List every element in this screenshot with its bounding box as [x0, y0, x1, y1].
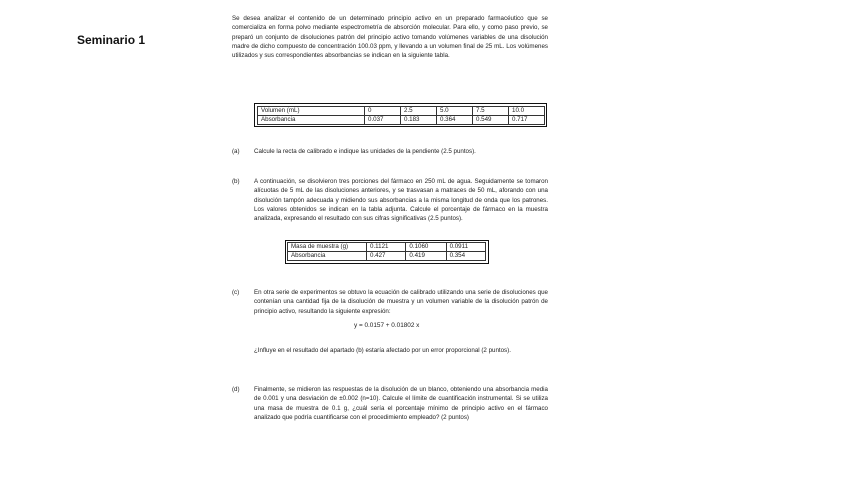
question-text: Finalmente, se midieron las respuestas de la disolución de un blanco, obteniendo una absorbancia media de 0.001 y una desviación de ±0.002 (n=10). Calcule el límite de cuantificación instrumental. Si se utiliza una masa de muestra de 0.1 g, ¿cuál sería el porcentaje mínimo de principio activo en el fármaco analizado que podría cuantificarse con el procedimiento empleado? (2 puntos) [254, 386, 548, 421]
table-cell: Absorbancia [258, 116, 365, 125]
table-cell: 0.0911 [446, 243, 485, 252]
intro-text: Se desea analizar el contenido de un determinado principio activo en un preparado farmacéutico que se comercializa en forma polvo mediante espectrometría de absorción molecular. Para ello, y como paso previo, se preparó un conjunto de disoluciones patrón del principio activo tomando volúmenes variables de una disolución madre de dicho compuesto de concentración 100.03 ppm, y llevando a un volumen final de 25 mL. Los volúmenes utilizados y sus correspondientes absorbancias se indican en la siguiente tabla. [232, 15, 548, 60]
table-cell: 2.5 [401, 107, 437, 116]
question-text: Calcule la recta de calibrado e indique las unidades de la pendiente (2.5 puntos). [254, 148, 476, 155]
table1-frame [254, 103, 547, 127]
table-cell: 0.183 [401, 116, 437, 125]
table-cell: Volumen (mL) [258, 107, 365, 116]
table-cell: 7.5 [473, 107, 509, 116]
question-label: (a) [232, 148, 240, 155]
table-cell: 0.1121 [367, 243, 406, 252]
table-cell: 0.419 [406, 252, 446, 261]
calibration-equation: y = 0.0157 + 0.01802 x [354, 322, 420, 329]
table-cell: 0.427 [367, 252, 406, 261]
table2-frame [285, 240, 489, 264]
table-cell: Absorbancia [288, 252, 367, 261]
table-cell: 0.364 [437, 116, 473, 125]
question-text: ¿Influye en el resultado del apartado (b) estaría afectado por un error proporcional (2 puntos). [254, 347, 511, 354]
question-text: A continuación, se disolvieron tres porciones del fármaco en 250 mL de agua. Seguidamente se tomaron alícuotas de 5 mL de las disoluciones anteriores, y se trasvasan a matraces de 50 mL, aforando con una disolución tampón adecuada y midiendo sus absorbancias a la misma longitud de onda que los patrones. Los valores obtenidos se indican en la tabla adjunta. Calcule el porcentaje de fármaco en la muestra analizada, expresando el resultado con sus cifras significativas (2.5 puntos). [254, 178, 548, 223]
question-label: (b) [232, 178, 240, 185]
table-cell: 10.0 [509, 107, 545, 116]
question-text: En otra serie de experimentos se obtuvo la ecuación de calibrado utilizando una serie de disoluciones que contenían una cantidad fija de la disolución de muestra y un volumen variable de la disolución patrón de principio activo, resultando la siguiente expresión: [254, 289, 548, 315]
table-cell: 5.0 [437, 107, 473, 116]
table-cell: 0.549 [473, 116, 509, 125]
page-title: Seminario 1 [77, 33, 146, 47]
table-cell: 0 [365, 107, 401, 116]
question-label: (d) [232, 386, 240, 393]
table-cell: Masa de muestra (g) [288, 243, 367, 252]
table-cell: 0.717 [509, 116, 545, 125]
question-label: (c) [232, 289, 240, 296]
table-cell: 0.354 [446, 252, 485, 261]
table-cell: 0.1060 [406, 243, 446, 252]
table-cell: 0.037 [365, 116, 401, 125]
